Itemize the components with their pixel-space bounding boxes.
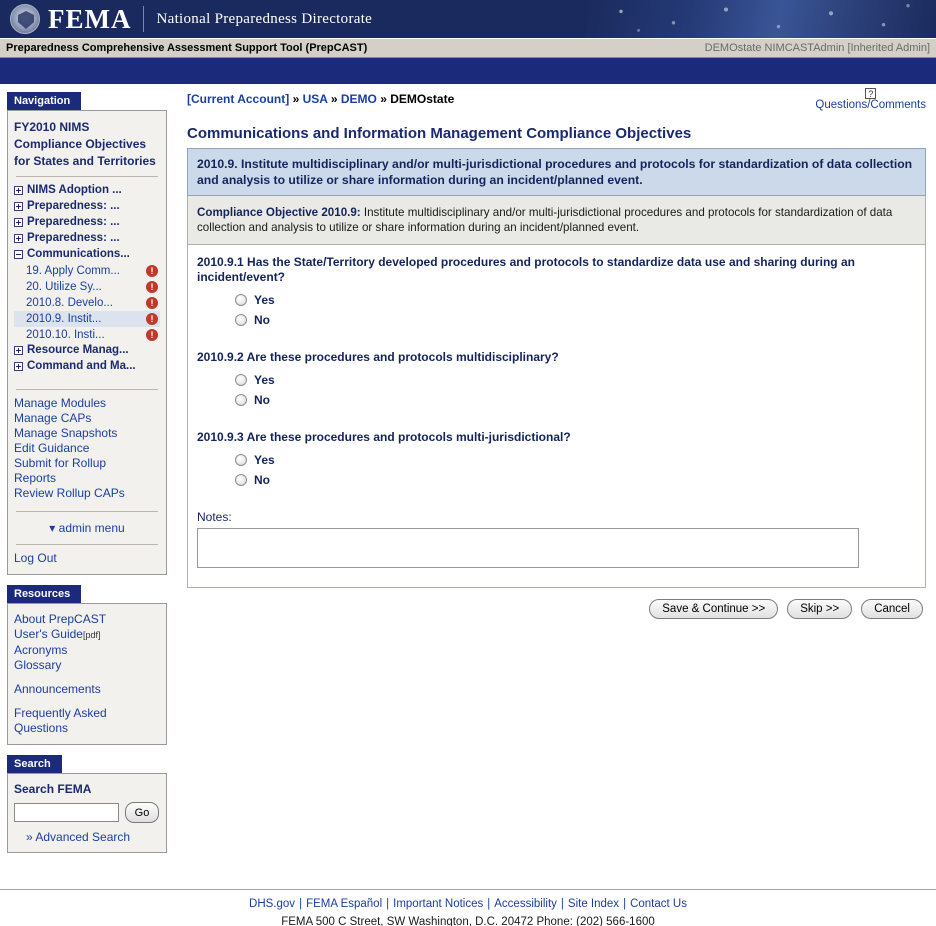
- search-heading: Search FEMA: [14, 782, 92, 796]
- resource-link-announcements[interactable]: Announcements: [14, 682, 101, 696]
- fema-logo: FEMA: [48, 3, 132, 34]
- tree-node-label: Preparedness: ...: [27, 232, 120, 244]
- navigation-panel: [7, 92, 167, 575]
- page-layout: [0, 84, 936, 863]
- nav-divider: [16, 176, 158, 177]
- question-3-options: [235, 450, 916, 490]
- assessment-form: [187, 245, 926, 588]
- breadcrumb-separator: »: [292, 92, 300, 106]
- tree-node-label: Communications...: [27, 248, 130, 260]
- pdf-tag: [pdf]: [82, 630, 101, 640]
- resource-link-about[interactable]: About PrepCAST: [14, 612, 107, 626]
- navigation-panel-body: [7, 110, 167, 575]
- notes-label: Notes:: [197, 510, 232, 524]
- tree-leaf-2010-8[interactable]: [14, 295, 160, 311]
- dhs-seal-icon: [10, 4, 40, 34]
- breadcrumb-separator: »: [380, 92, 387, 106]
- resources-panel-title: Resources: [7, 585, 81, 603]
- app-title: Preparedness Comprehensive Assessment Support Tool (PrepCAST): [6, 42, 368, 54]
- resource-link-faq[interactable]: Frequently Asked Questions: [14, 706, 107, 735]
- tree-node-label: NIMS Adoption ...: [27, 184, 122, 196]
- expand-plus-icon[interactable]: [14, 186, 23, 195]
- resources-panel-body: [7, 603, 167, 745]
- footer-link-dhs[interactable]: DHS.gov: [249, 898, 296, 910]
- directorate-title: National Preparedness Directorate: [156, 10, 373, 27]
- form-button-row: [187, 599, 926, 619]
- breadcrumb-current-account[interactable]: [Current Account]: [187, 92, 290, 106]
- radio-button[interactable]: [235, 454, 247, 466]
- search-panel-title: Search: [7, 755, 62, 773]
- tree-leaf-label[interactable]: 19. Apply Comm...: [26, 265, 120, 277]
- page-title: Communications and Information Management Compliance Objectives: [187, 125, 692, 142]
- breadcrumb-current: DEMOstate: [390, 92, 455, 106]
- main-content: [175, 84, 936, 619]
- tree-node-label: Command and Ma...: [27, 360, 136, 372]
- nav-divider: [16, 511, 158, 512]
- radio-button[interactable]: [235, 474, 247, 486]
- tree-node-preparedness-2[interactable]: [14, 215, 160, 231]
- question-1-options: [235, 290, 916, 330]
- resource-link-users-guide[interactable]: User's Guide: [14, 627, 83, 641]
- option-label: No: [254, 313, 270, 327]
- objective-description: [187, 196, 926, 245]
- search-panel-body: [7, 773, 167, 853]
- header-divider: [143, 6, 144, 32]
- objective-banner: 2010.9. Institute multidisciplinary and/or multi-jurisdictional procedures and protocols for standardization of data collection and analysis to utilize or share information during an incident/planned event.: [187, 148, 926, 196]
- nav-divider: [16, 544, 158, 545]
- tree-node-label: Preparedness: ...: [27, 216, 120, 228]
- expand-plus-icon[interactable]: [14, 218, 23, 227]
- breadcrumb-item-demo[interactable]: DEMO: [340, 92, 377, 106]
- site-header: [0, 0, 936, 38]
- footer-links: [0, 898, 936, 910]
- flag-banner-image: [586, 0, 936, 38]
- navigation-panel-title: Navigation: [7, 92, 81, 110]
- resources-panel: [7, 585, 167, 745]
- breadcrumb-row: [187, 89, 926, 111]
- tree-node-label: Resource Manag...: [27, 344, 129, 356]
- search-input[interactable]: [14, 803, 119, 822]
- question-2-option-yes[interactable]: [235, 370, 916, 390]
- expand-plus-icon[interactable]: [14, 362, 23, 371]
- footer-separator: |: [623, 898, 627, 910]
- tree-leaf-label[interactable]: 2010.10. Insti...: [26, 329, 105, 341]
- search-panel: [7, 755, 167, 853]
- breadcrumb: [187, 92, 454, 106]
- footer-separator: |: [560, 898, 564, 910]
- footer-address: FEMA 500 C Street, SW Washington, D.C. 20472 Phone: (202) 566-1600: [281, 916, 655, 926]
- question-2-options: [235, 370, 916, 410]
- question-1-option-no[interactable]: [235, 310, 916, 330]
- tree-node-preparedness-3[interactable]: [14, 231, 160, 247]
- sidebar-link-manage-snapshots[interactable]: Manage Snapshots: [14, 426, 118, 440]
- sidebar-link-reports[interactable]: Reports: [14, 471, 57, 485]
- sidebar-link-edit-guidance[interactable]: Edit Guidance: [14, 441, 90, 455]
- question-3-option-yes[interactable]: [235, 450, 916, 470]
- objective-description-text: Institute multidisciplinary and/or multi-jurisdictional procedures and protocols for standardization of data collection and analysis to utilize or share information during an incident/planned event.: [197, 206, 893, 234]
- sidebar-link-submit-for-rollup[interactable]: Submit for Rollup: [14, 456, 107, 470]
- tree-leaf-label[interactable]: 2010.8. Develo...: [26, 297, 113, 309]
- tree-leaf-2010-10[interactable]: [14, 327, 160, 343]
- expand-plus-icon[interactable]: [14, 346, 23, 355]
- sidebar-link-manage-modules[interactable]: Manage Modules: [14, 396, 107, 410]
- question-mark-icon: ?: [865, 88, 876, 99]
- tree-leaf-19[interactable]: [14, 263, 160, 279]
- collapse-minus-icon[interactable]: [14, 250, 23, 259]
- radio-button[interactable]: [235, 394, 247, 406]
- breadcrumb-item-usa[interactable]: USA: [302, 92, 328, 106]
- tree-leaf-2010-9[interactable]: [14, 311, 160, 327]
- cancel-button[interactable]: Cancel: [861, 599, 923, 619]
- tree-node-label: Preparedness: ...: [27, 200, 120, 212]
- option-label: Yes: [254, 293, 275, 307]
- alert-icon: !: [146, 281, 158, 293]
- alert-icon: !: [146, 297, 158, 309]
- option-label: Yes: [254, 373, 275, 387]
- alert-icon: !: [146, 329, 158, 341]
- site-footer: [0, 889, 936, 926]
- skip-button[interactable]: Skip >>: [787, 599, 852, 619]
- tree-leaf-20[interactable]: [14, 279, 160, 295]
- tree-node-command-and-management[interactable]: [14, 359, 160, 375]
- footer-link-fema-espanol[interactable]: FEMA Español: [306, 898, 383, 910]
- question-2-option-no[interactable]: [235, 390, 916, 410]
- sidebar-link-review-rollup-caps[interactable]: Review Rollup CAPs: [14, 486, 125, 500]
- app-title-bar: [0, 38, 936, 58]
- question-3-text: 2010.9.3 Are these procedures and protocols multi-jurisdictional?: [197, 430, 571, 444]
- alert-icon: !: [146, 265, 158, 277]
- questions-comments-link[interactable]: [815, 89, 926, 111]
- alert-icon: !: [146, 313, 158, 325]
- question-2-text: 2010.9.2 Are these procedures and protocols multidisciplinary?: [197, 350, 559, 364]
- footer-separator: |: [386, 898, 390, 910]
- footer-separator: |: [487, 898, 491, 910]
- navigation-heading: FY2010 NIMS Compliance Objectives for States and Territories: [14, 120, 156, 168]
- tree-node-preparedness-1[interactable]: [14, 199, 160, 215]
- footer-separator: |: [299, 898, 303, 910]
- admin-menu-toggle[interactable]: ▾ admin menu: [49, 521, 125, 535]
- question-1-option-yes[interactable]: [235, 290, 916, 310]
- save-and-continue-button[interactable]: Save & Continue >>: [649, 599, 778, 619]
- tree-node-resource-management[interactable]: [14, 343, 160, 359]
- account-info: DEMOstate NIMCASTAdmin [Inherited Admin]: [704, 42, 930, 54]
- expand-plus-icon[interactable]: [14, 234, 23, 243]
- footer-link-site-index[interactable]: Site Index: [567, 898, 620, 910]
- question-3-option-no[interactable]: [235, 470, 916, 490]
- notes-textarea[interactable]: [197, 528, 859, 568]
- expand-plus-icon[interactable]: [14, 202, 23, 211]
- logout-link[interactable]: Log Out: [14, 551, 57, 565]
- radio-button[interactable]: [235, 294, 247, 306]
- tree-leaf-label[interactable]: 20. Utilize Sy...: [26, 281, 102, 293]
- nav-divider: [16, 389, 158, 390]
- sidebar-link-manage-caps[interactable]: Manage CAPs: [14, 411, 92, 425]
- option-label: No: [254, 393, 270, 407]
- questions-comments-label: Questions/Comments: [815, 99, 926, 111]
- search-go-button[interactable]: Go: [125, 802, 159, 823]
- tree-leaf-label[interactable]: 2010.9. Instit...: [26, 313, 102, 325]
- question-1-text: 2010.9.1 Has the State/Territory developed procedures and protocols to standardize data use and sharing during an incident/event?: [197, 255, 855, 284]
- search-row: [14, 802, 160, 823]
- header-blue-band: [0, 58, 936, 84]
- breadcrumb-separator: »: [330, 92, 338, 106]
- resource-link-glossary[interactable]: Glossary: [14, 658, 62, 672]
- footer-link-accessibility[interactable]: Accessibility: [494, 898, 557, 910]
- tree-node-communications[interactable]: [14, 247, 160, 263]
- option-label: Yes: [254, 453, 275, 467]
- sidebar: [0, 84, 175, 863]
- resource-link-acronyms[interactable]: Acronyms: [14, 643, 68, 657]
- footer-link-contact-us[interactable]: Contact Us: [630, 898, 687, 910]
- tree-node-nims-adoption[interactable]: [14, 183, 160, 199]
- footer-link-important-notices[interactable]: Important Notices: [393, 898, 484, 910]
- radio-button[interactable]: [235, 314, 247, 326]
- option-label: No: [254, 473, 270, 487]
- objective-label: Compliance Objective 2010.9:: [197, 206, 361, 219]
- radio-button[interactable]: [235, 374, 247, 386]
- advanced-search-link[interactable]: » Advanced Search: [26, 830, 131, 844]
